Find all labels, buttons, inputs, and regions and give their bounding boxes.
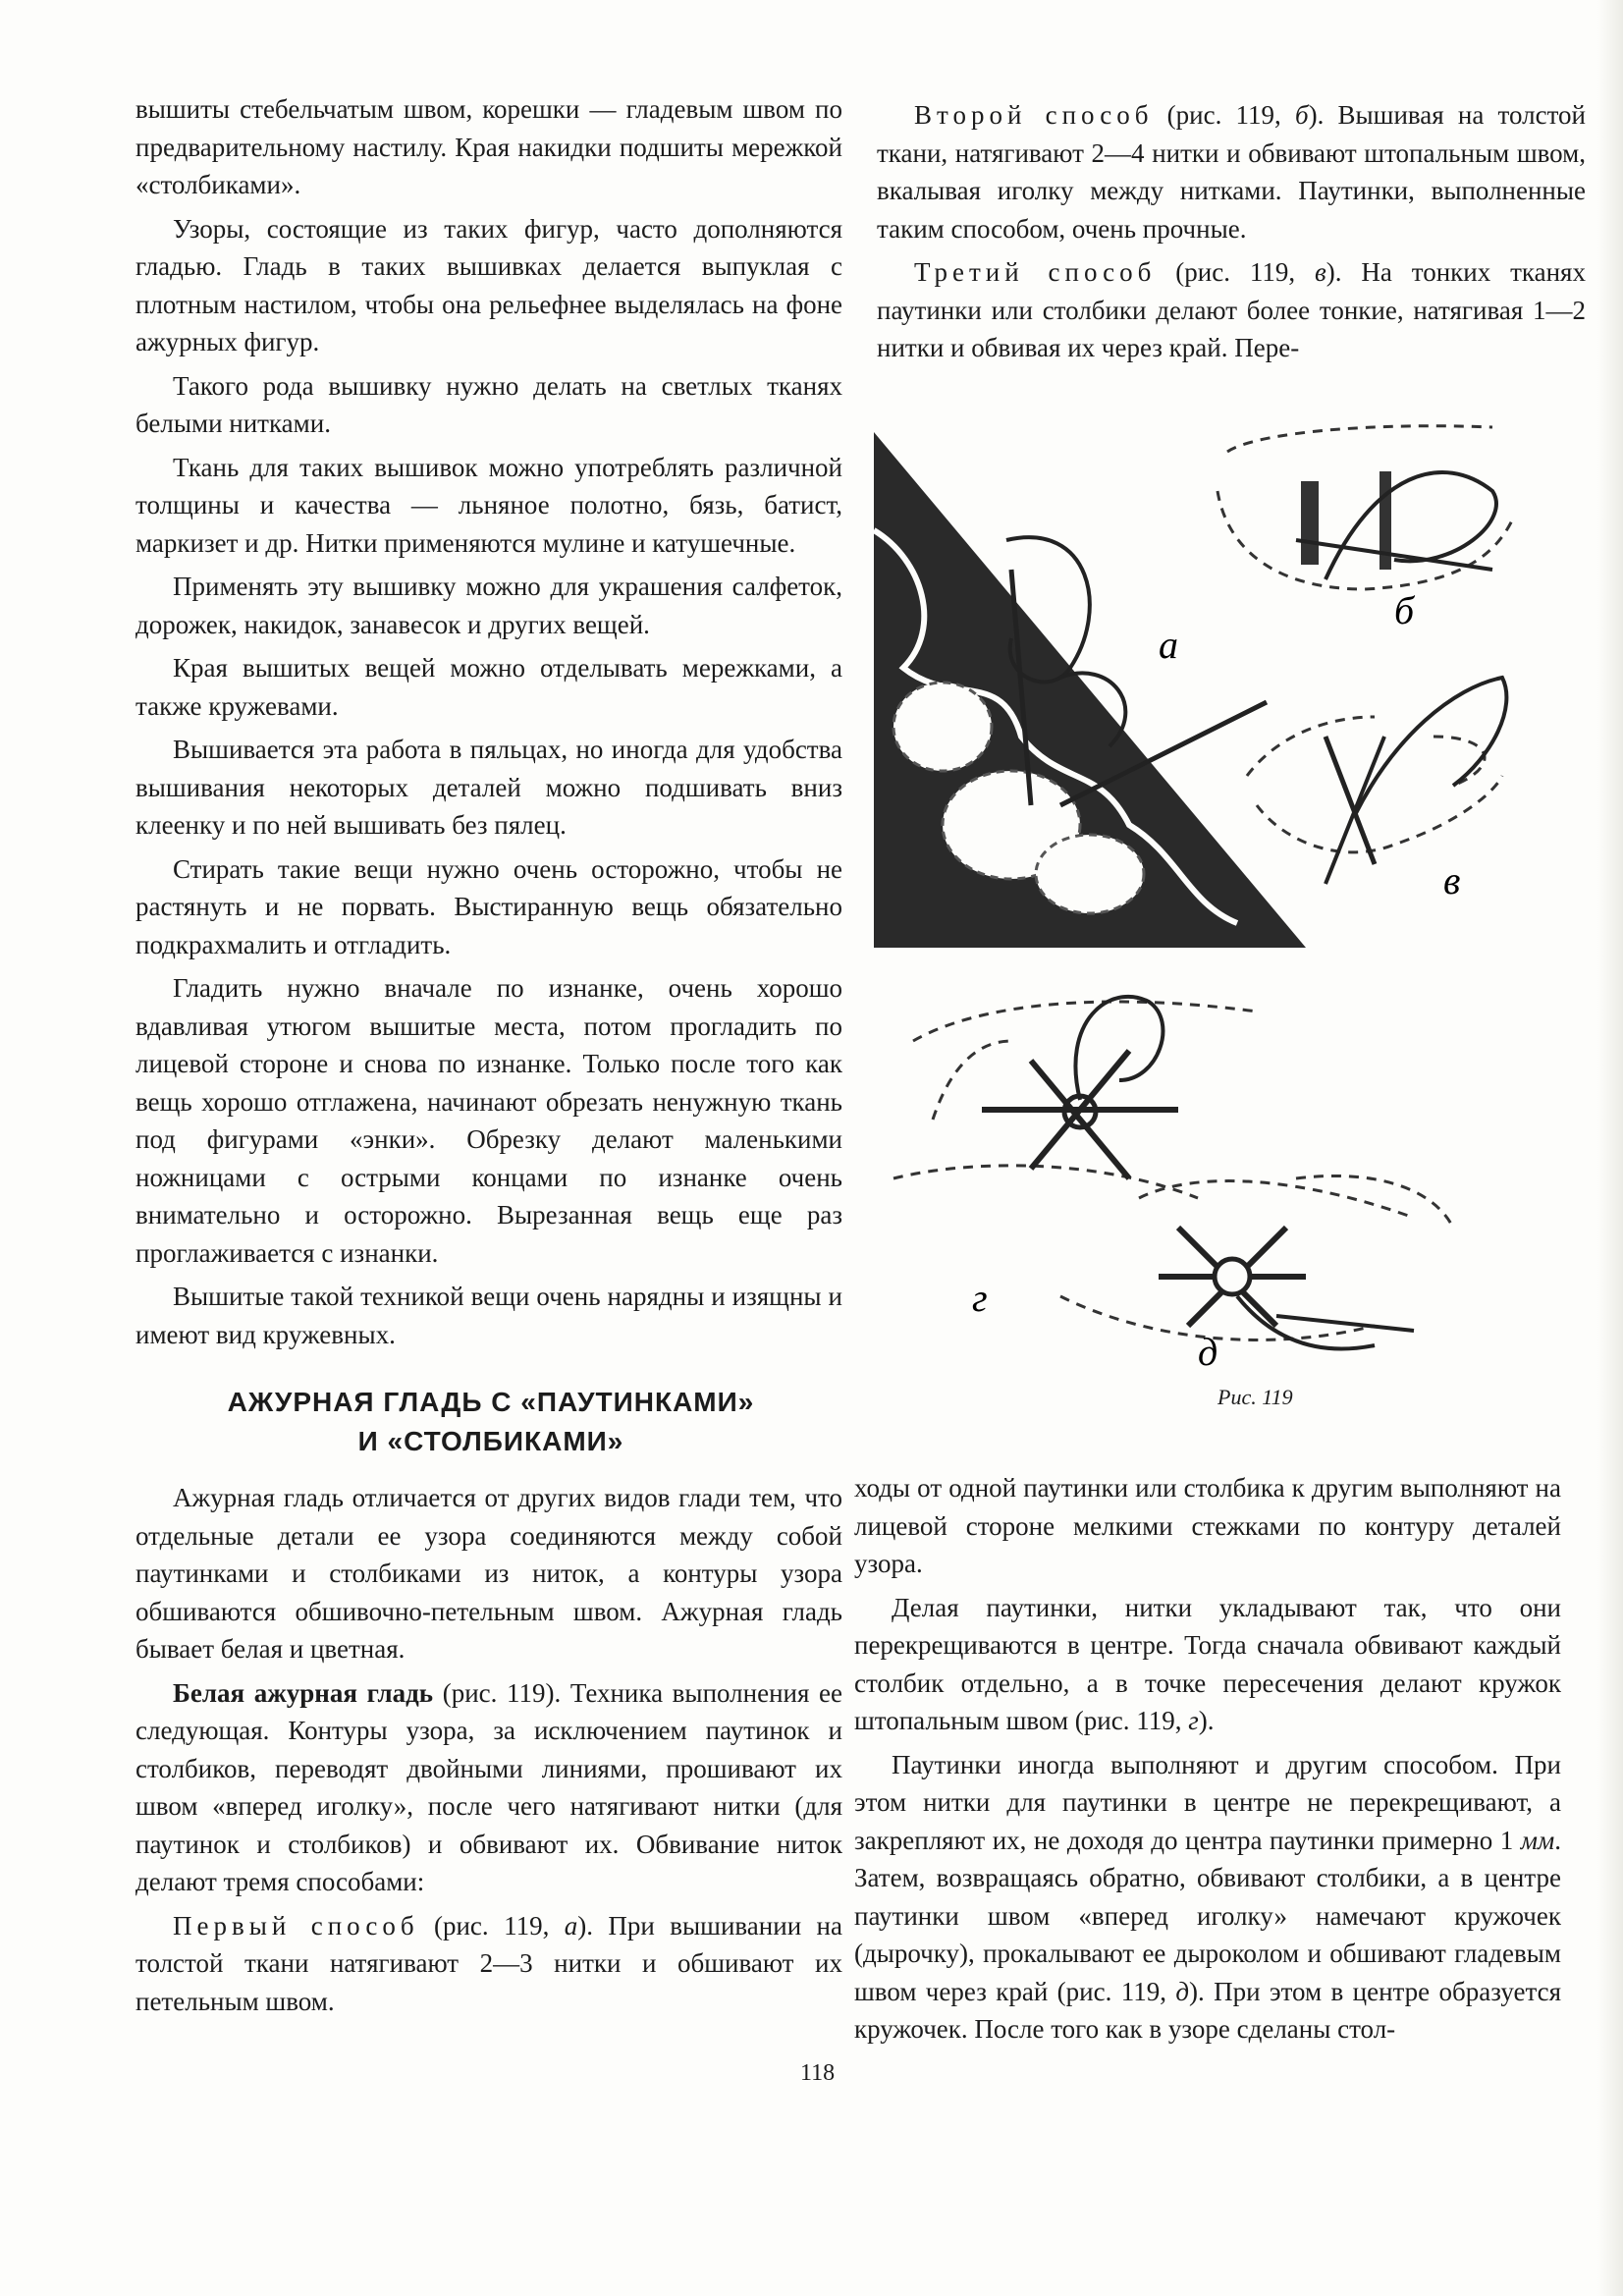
paragraph: [135, 1674, 842, 1901]
left-column-top: [135, 90, 842, 1359]
right-column-bottom: [854, 1469, 1561, 2054]
figure-label-v: в: [1443, 858, 1461, 902]
text-run: ). На тонких тканях паутинки или столбики делают более тонкие, натягивая 1—2 нитки и обвивая их через край. Пере-: [877, 257, 1586, 362]
paragraph: Ажурная гладь отличается от других видов глади тем, что отдельные детали ее узора соединяются между собой паутинками и столбиками из ниток, а контуры узора обшиваются обшивочно-петельным швом. Ажурная гладь бывает белая и цветная.: [135, 1483, 842, 1664]
figure-label-a: а: [1159, 623, 1178, 667]
paragraph: вышиты стебельчатым швом, корешки — гладевым швом по предварительному настилу. Края накидки подшиты мережкой «столбиками».: [135, 94, 842, 199]
text-run: (рис. 119,: [418, 1910, 565, 1941]
figure-letter: д: [1175, 1976, 1190, 2006]
heading-line: АЖУРНАЯ ГЛАДЬ С «ПАУТИНКАМИ»: [227, 1387, 755, 1417]
paragraph: [877, 253, 1586, 367]
illustration-v: [1247, 678, 1506, 884]
paragraph: [877, 96, 1586, 247]
text-run: Паутинки иногда выполняют и другим способом. При этом нитки для паутинки в центре не перекрещивают, а закрепляют их, не доходя до центра паутинки примерно 1: [854, 1749, 1561, 1855]
spaced-term: Второй способ: [914, 100, 1154, 130]
paragraph: Вышивается эта работа в пяльцах, но иногда для удобства вышивания некоторых деталей можно подшивать вниз клеенку и по ней вышивать без пялец.: [135, 735, 842, 840]
heading-line: И «СТОЛБИКАМИ»: [357, 1426, 624, 1456]
paragraph: ходы от одной паутинки или столбика к другим выполняют на лицевой стороне мелкими стежками по контуру деталей узора.: [854, 1473, 1561, 1578]
figure-caption: Рис. 119: [1217, 1385, 1293, 1409]
text-run: Делая паутинки, нитки укладывают так, что они перекрещиваются в центре. Тогда сначала обвивают каждый столбик отдельно, а в точке пересечения делают кружок штопальным швом (рис. 119,: [854, 1592, 1561, 1735]
embroidery-illustration: [864, 412, 1571, 1375]
text-run: (рис. 119). Техника выполнения ее следующая. Контуры узора, за исключением паутинок и столбиков, переводят двойными линиями, прошивают их швом «вперед иголку», после чего натягивают нитки (для паутинок и столбиков) и обвивают их. Обвивание ниток делают тремя способами:: [135, 1677, 842, 1896]
text-run: . Затем, возвращаясь обратно, обвивают столбики, а в центре паутинки швом «вперед иголку» намечают кружочек (дырочку), прокалывают ее дыроколом и обшивают гладевым швом через край (рис. 119,: [854, 1825, 1561, 2006]
paragraph: Вышитые такой техникой вещи очень нарядны и изящны и имеют вид кружевных.: [135, 1282, 842, 1349]
paragraph: [854, 1589, 1561, 1740]
text-run: ). Вышивая на толстой ткани, натягивают 2—4 нитки и обвивают штопальным швом, вкалывая иголку между нитками. Паутинки, выполненные таким способом, очень прочные.: [877, 100, 1586, 244]
section-heading: [147, 1383, 835, 1461]
figure-label-g: г: [972, 1276, 988, 1320]
unit-text: мм: [1520, 1825, 1555, 1855]
spaced-term: Третий способ: [914, 257, 1157, 287]
text-run: ). При этом в центре образуется кружочек. После того как в узоре сделаны стол-: [854, 1976, 1561, 2044]
figure-letter: б: [1294, 100, 1309, 130]
left-column-bottom: [135, 1479, 842, 2026]
paragraph: Стирать такие вещи нужно очень осторожно, чтобы не растянуть и не порвать. Выстиранную вещь обязательно подкрахмалить и отгладить.: [135, 853, 842, 959]
paragraph: Гладить нужно вначале по изнанке, очень хорошо вдавливая утюгом вышитые места, потом прогладить по лицевой стороне и снова по изнанке. Только после того как вещь хорошо отглажена, начинают обрезать ненужную ткань под фигурами «энки». Обрезку делают маленькими ножницами с острыми концами по изнанке очень внимательно и осторожно. Вырезанная вещь еще раз проглаживается с изнанки.: [135, 973, 842, 1268]
paragraph: Ткань для таких вышивок можно употреблять различной толщины и качества — льняное полотно, бязь, батист, маркизет и др. Нитки применяются мулине и катушечные.: [135, 452, 842, 558]
text-run: ).: [1198, 1706, 1215, 1735]
figure-label-b: б: [1394, 588, 1415, 632]
figure-letter: в: [1315, 257, 1326, 287]
paragraph: [854, 1746, 1561, 2049]
bold-term: Белая ажурная гладь: [173, 1677, 434, 1708]
paragraph: Узоры, состоящие из таких фигур, часто дополняются гладью. Гладь в таких вышивках делается выпуклая с плотным настилом, чтобы она рельефнее выделялась на фоне ажурных фигур.: [135, 213, 842, 356]
figure-label-d: д: [1198, 1330, 1218, 1374]
illustration-a: [874, 432, 1306, 948]
page-number: 118: [800, 2060, 836, 2086]
paragraph: Края вышитых вещей можно отделывать мережками, а также кружевами.: [135, 653, 842, 721]
spaced-term: Первый способ: [173, 1910, 419, 1941]
figure-119: [864, 412, 1571, 1380]
figure-letter: г: [1188, 1706, 1199, 1735]
paragraph: [135, 1907, 842, 2021]
paragraph: Применять эту вышивку можно для украшения салфеток, дорожек, накидок, занавесок и других вещей.: [135, 572, 842, 639]
text-run: ). При вышивании на толстой ткани натягивают 2—3 нитки и обшивают их петельным швом.: [135, 1910, 842, 2016]
text-run: (рис. 119,: [1153, 100, 1295, 130]
text-run: (рис. 119,: [1156, 257, 1315, 287]
illustration-b: [1217, 426, 1512, 589]
illustration-d: [1060, 1175, 1453, 1348]
paragraph: Такого рода вышивку нужно делать на светлых тканях белыми нитками.: [135, 370, 842, 438]
scan-edge-shadow: [1597, 0, 1623, 2296]
right-column-top: [877, 96, 1586, 373]
illustration-g: [893, 997, 1257, 1198]
figure-letter: а: [564, 1910, 578, 1941]
